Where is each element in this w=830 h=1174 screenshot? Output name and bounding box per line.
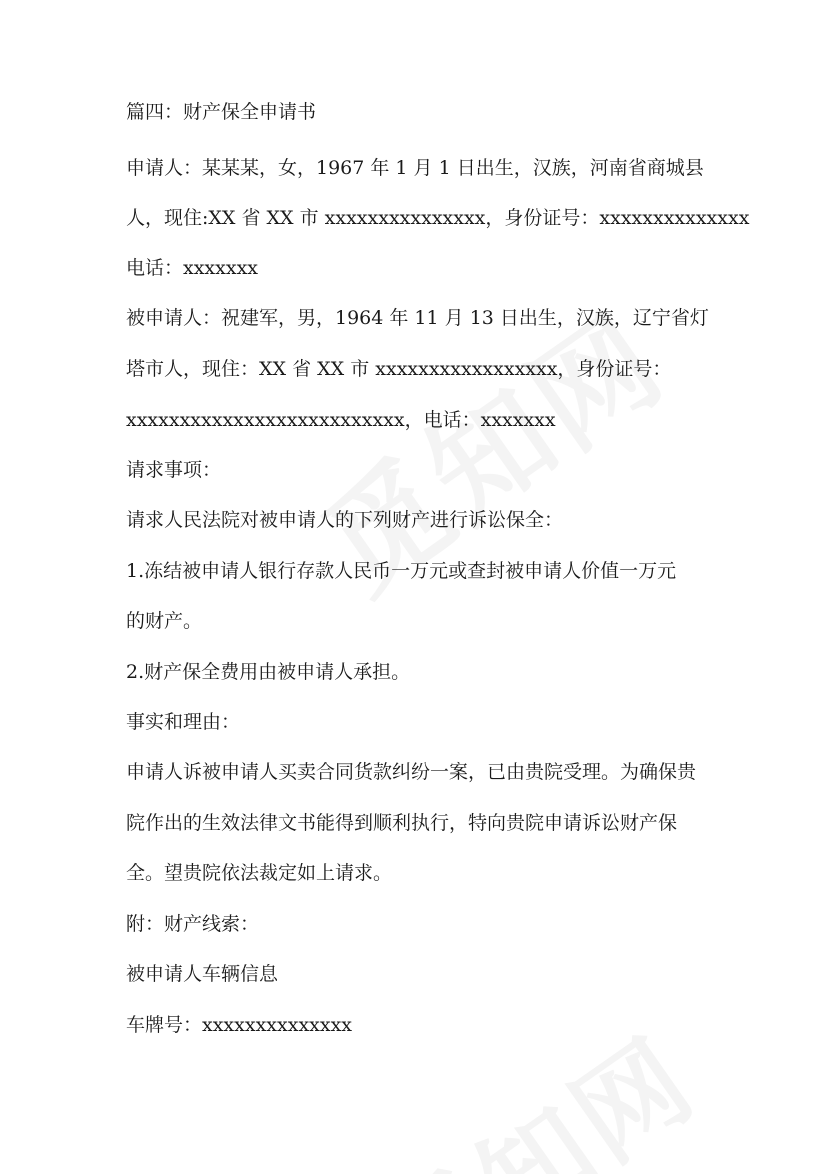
applicant-phone: 电话：xxxxxxx <box>126 257 259 279</box>
respondent-line-3: xxxxxxxxxxxxxxxxxxxxxxxxxx，电话：xxxxxxx <box>126 409 556 431</box>
applicant-line-1: 申请人：某某某，女，1967 年 1 月 1 日出生，汉族，河南省商城县 <box>126 157 704 179</box>
request-item-2: 2.财产保全费用由被申请人承担。 <box>126 661 411 683</box>
request-heading: 请求事项： <box>126 459 222 481</box>
watermark <box>346 994 722 1174</box>
attachment-heading: 附：财产线索： <box>126 913 260 935</box>
section-title: 篇四：财产保全申请书 <box>126 101 317 123</box>
vehicle-info-heading: 被申请人车辆信息 <box>126 963 279 985</box>
plate-number: 车牌号：xxxxxxxxxxxxxx <box>126 1014 353 1036</box>
facts-line-2: 院作出的生效法律文书能得到顺利执行，特向贵院申请诉讼财产保 <box>126 812 678 834</box>
facts-heading: 事实和理由： <box>126 711 241 733</box>
applicant-line-2: 人，现住:XX 省 XX 市 xxxxxxxxxxxxxxx，身份证号：xxxxxxxxxxxxxx <box>126 207 750 229</box>
facts-line-1: 申请人诉被申请人买卖合同货款纠纷一案，已由贵院受理。为确保贵 <box>126 761 697 783</box>
respondent-line-2: 塔市人，现住：XX 省 XX 市 xxxxxxxxxxxxxxxxx，身份证号： <box>126 358 672 380</box>
facts-line-3: 全。望贵院依法裁定如上请求。 <box>126 862 393 884</box>
request-intro: 请求人民法院对被申请人的下列财产进行诉讼保全： <box>126 509 564 531</box>
request-item-1-line-1: 1.冻结被申请人银行存款人民币一万元或查封被申请人价值一万元 <box>126 560 677 582</box>
respondent-line-1: 被申请人：祝建军，男，1964 年 11 月 13 日出生，汉族，辽宁省灯 <box>126 307 709 329</box>
request-item-1-line-2: 的财产。 <box>126 610 203 632</box>
